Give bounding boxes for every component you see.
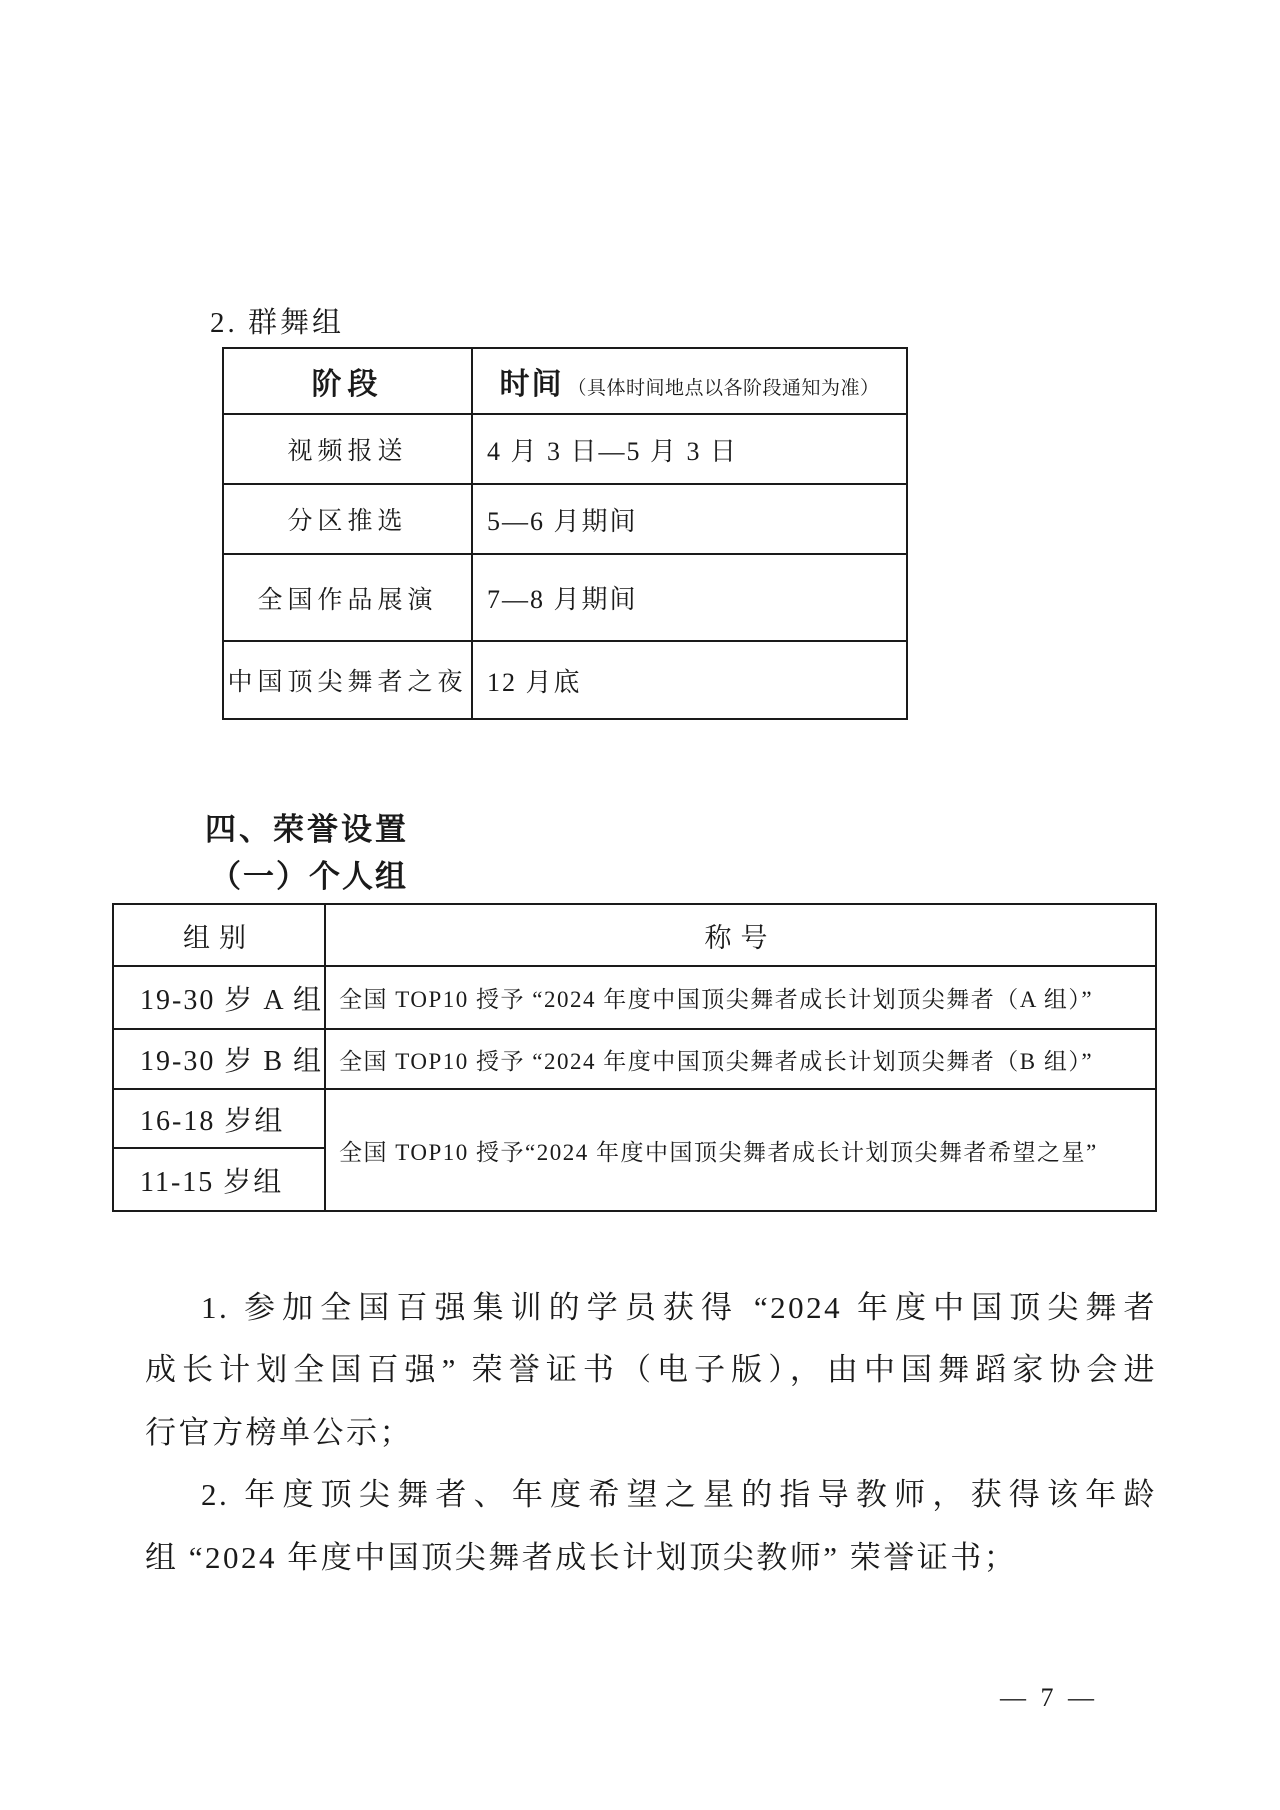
individual-honors-table bbox=[112, 903, 1157, 1212]
time-column-header bbox=[472, 348, 907, 414]
honors-row-19-30-b bbox=[113, 1029, 1156, 1089]
stage-cell: 视频报送 bbox=[223, 414, 472, 484]
schedule-row-video bbox=[223, 414, 907, 484]
individual-group-subheading: （一）个人组 bbox=[210, 859, 408, 894]
time-cell: 4 月 3 日—5 月 3 日 bbox=[472, 414, 907, 484]
title-column-header: 称号 bbox=[325, 904, 1156, 966]
merged-title-cell: 全国 TOP10 授予“2024 年度中国顶尖舞者成长计划顶尖舞者希望之星” bbox=[325, 1089, 1156, 1211]
schedule-row-national bbox=[223, 554, 907, 641]
group-dance-schedule-table bbox=[222, 347, 908, 720]
title-cell: 全国 TOP10 授予 “2024 年度中国顶尖舞者成长计划顶尖舞者（B 组）” bbox=[325, 1029, 1156, 1089]
time-header-note: （具体时间地点以各阶段通知为准） bbox=[567, 378, 880, 399]
honors-section-heading: 四、荣誉设置 bbox=[205, 812, 409, 847]
schedule-row-night bbox=[223, 641, 907, 719]
time-cell: 12 月底 bbox=[472, 641, 907, 719]
group-cell: 11-15 岁组 bbox=[113, 1148, 325, 1211]
time-header-label: 时间 bbox=[499, 368, 564, 401]
stage-cell: 全国作品展演 bbox=[223, 554, 472, 641]
group-dance-heading: 2. 群舞组 bbox=[210, 307, 345, 339]
group-cell: 16-18 岁组 bbox=[113, 1089, 325, 1148]
honors-header-row bbox=[113, 904, 1156, 966]
title-cell: 全国 TOP10 授予 “2024 年度中国顶尖舞者成长计划顶尖舞者（A 组）” bbox=[325, 966, 1156, 1029]
schedule-header-row bbox=[223, 348, 907, 414]
time-cell: 7—8 月期间 bbox=[472, 554, 907, 641]
page-number: — 7 — bbox=[1000, 1683, 1098, 1712]
group-cell: 19-30 岁 A 组 bbox=[113, 966, 325, 1029]
stage-column-header: 阶段 bbox=[223, 348, 472, 414]
paragraph-1-line-3: 行官方榜单公示； bbox=[145, 1415, 413, 1450]
group-column-header: 组别 bbox=[113, 904, 325, 966]
stage-cell: 分区推选 bbox=[223, 484, 472, 554]
paragraph-2-line-2: 组 “2024 年度中国顶尖舞者成长计划顶尖教师” 荣誉证书； bbox=[145, 1540, 1018, 1575]
group-cell: 19-30 岁 B 组 bbox=[113, 1029, 325, 1089]
honors-row-19-30-a bbox=[113, 966, 1156, 1029]
schedule-row-district bbox=[223, 484, 907, 554]
stage-cell: 中国顶尖舞者之夜 bbox=[223, 641, 472, 719]
paragraph-1-line-1: 1. 参加全国百强集训的学员获得 “2024 年度中国顶尖舞者 bbox=[201, 1290, 1157, 1325]
paragraph-2-line-1: 2. 年度顶尖舞者、年度希望之星的指导教师，获得该年龄 bbox=[201, 1477, 1157, 1512]
time-cell: 5—6 月期间 bbox=[472, 484, 907, 554]
paragraph-1-line-2: 成长计划全国百强” 荣誉证书（电子版），由中国舞蹈家协会进 bbox=[145, 1352, 1157, 1387]
honors-row-16-18 bbox=[113, 1089, 1156, 1148]
